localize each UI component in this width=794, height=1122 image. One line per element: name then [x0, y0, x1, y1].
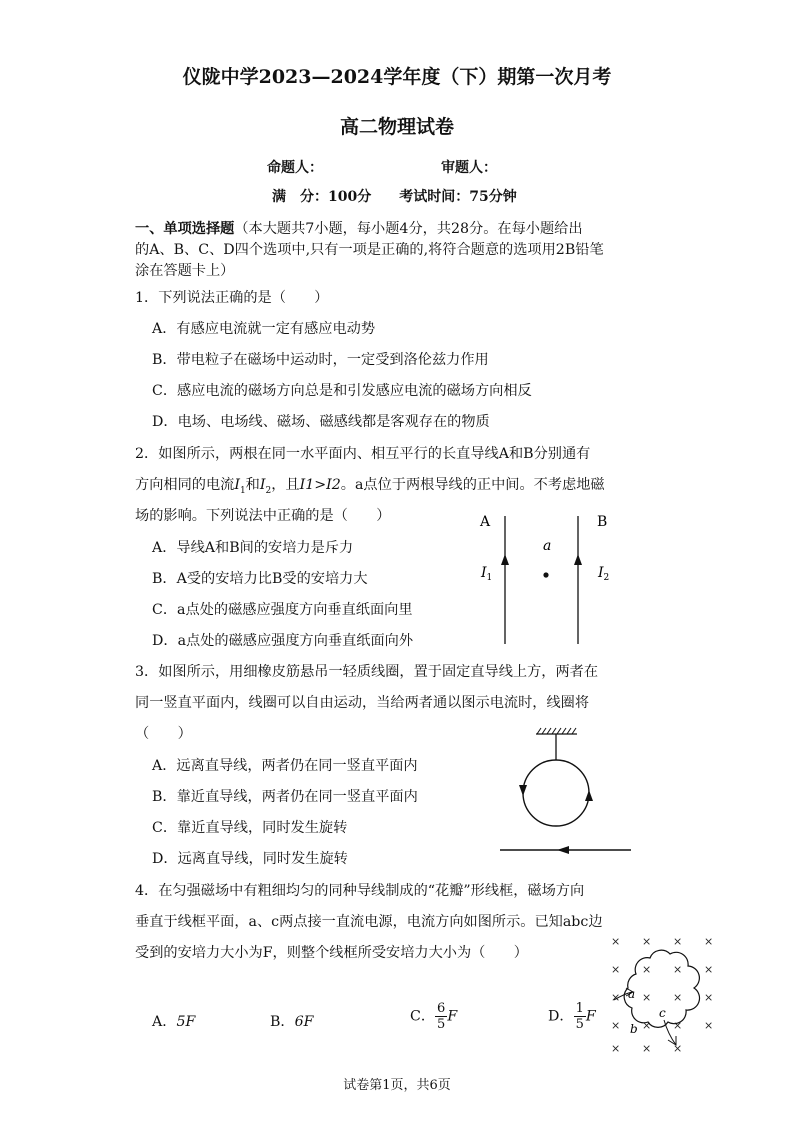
q2-wire-figure	[470, 508, 630, 648]
q4-option-b: B．6F	[270, 1014, 314, 1030]
q2-i1-sub: 1	[239, 485, 246, 496]
q2-stem-l3: 场的影响。下列说法中正确的是（ ）	[135, 508, 391, 524]
point-a-label: a	[543, 538, 552, 554]
wire-b-label: B	[597, 514, 608, 530]
q2-option-d: D．a点处的磁感应强度方向垂直纸面向外	[152, 633, 414, 649]
q2-option-b: B．A受的安培力比B受的安培力大	[152, 571, 368, 587]
svg-text:×: ×	[673, 1042, 683, 1055]
q2-stem-l1: 2．如图所示，两根在同一水平面内、相互平行的长直导线A和B分别通有	[135, 446, 591, 462]
q3-stem-l2: 同一竖直平面内，线圈可以自由运动，当给两者通以图示电流时，线圈将	[135, 695, 590, 711]
wire-a-label: A	[480, 514, 491, 530]
svg-text:×: ×	[673, 935, 683, 948]
page-footer: 试卷第1页，共6页	[343, 1078, 451, 1093]
magnetic-field-crosses	[611, 935, 713, 1055]
q2-compare: I1>I2	[299, 477, 341, 493]
q1-option-c: C．感应电流的磁场方向总是和引发感应电流的磁场方向相反	[152, 383, 532, 399]
reviewer-label: 审题人：	[441, 160, 497, 176]
svg-text:×: ×	[642, 935, 652, 948]
author-label: 命题人：	[267, 160, 323, 176]
section-title: 一、单项选择题	[135, 221, 235, 237]
q2-stem-l2	[135, 474, 605, 496]
svg-text:×: ×	[611, 991, 621, 1004]
svg-text:×: ×	[611, 1019, 621, 1032]
label-b: b	[630, 1022, 638, 1036]
q3-option-c: C．靠近直导线，同时发生旋转	[152, 820, 348, 836]
q1-stem: 1．下列说法正确的是（ ）	[135, 290, 329, 306]
q2-i1: I	[234, 477, 240, 493]
point-a-dot	[543, 572, 548, 577]
section-instructions-l3: 涂在答题卡上）	[135, 263, 235, 279]
q2-option-a: A．导线A和B间的安培力是斥力	[152, 540, 354, 556]
wire-a-current-arrow	[501, 554, 509, 565]
q4-option-c: C． $\frac{6}{5}$ F	[410, 1001, 458, 1032]
q1-option-a: A．有感应电流就一定有感应电动势	[152, 321, 376, 337]
exam-subtitle: 高二物理试卷	[339, 116, 454, 138]
coil-current-arrow-right	[585, 790, 593, 801]
svg-text:×: ×	[704, 935, 714, 948]
q4-stem-l1: 4．在匀强磁场中有粗细均匀的同种导线制成的“花瓣”形线框，磁场方向	[135, 883, 585, 899]
q1-option-b: B．带电粒子在磁场中运动时，一定受到洛伦兹力作用	[152, 352, 489, 368]
ceiling-hatch	[537, 728, 576, 734]
svg-text:×: ×	[704, 991, 714, 1004]
q3-option-b: B．靠近直导线，两者仍在同一竖直平面内	[152, 789, 418, 805]
svg-text:×: ×	[642, 1042, 652, 1055]
score-time: 满 分：100分 考试时间：75分钟	[272, 189, 517, 205]
q2-option-c: C．a点处的磁感应强度方向垂直纸面向里	[152, 602, 413, 618]
q4-option-a: A．5F	[152, 1014, 196, 1030]
coil-current-arrow-left	[519, 785, 527, 796]
q2-i2: I	[259, 477, 266, 493]
exam-title: 仪陇中学2023—2024学年度（下）期第一次月考	[182, 66, 612, 88]
svg-text:×: ×	[642, 991, 652, 1004]
q4-stem-l3: 受到的安培力大小为F，则整个线框所受安培力大小为（ ）	[135, 945, 528, 961]
q1-option-d: D．电场、电场线、磁场、磁感线都是客观存在的物质	[152, 414, 490, 430]
q3-option-a: A．远离直导线，两者仍在同一竖直平面内	[152, 758, 418, 774]
q3-option-d: D．远离直导线，同时发生旋转	[152, 851, 348, 867]
svg-text:×: ×	[642, 1019, 652, 1032]
q3-coil-figure	[495, 726, 640, 856]
section-instructions-l2: 的A、B、C、D四个选项中,只有一项是正确的,将符合题意的选项用2B铅笔	[135, 242, 604, 258]
fraction-6-5: $\frac{6}{5}$	[437, 1001, 446, 1032]
q2-and: 和	[245, 477, 260, 493]
section-instructions	[135, 218, 583, 238]
q4-petal-figure	[606, 930, 722, 1055]
svg-text:×: ×	[704, 963, 714, 976]
svg-text:×: ×	[611, 1042, 621, 1055]
q2-stem-l2b: 。a点位于两根导线的正中间。不考虑地磁	[340, 477, 605, 493]
svg-text:×: ×	[611, 963, 621, 976]
svg-text:×: ×	[642, 963, 652, 976]
svg-text:×: ×	[673, 1019, 683, 1032]
wire-current-arrow	[557, 846, 569, 854]
label-c: c	[659, 1006, 666, 1020]
svg-text:×: ×	[673, 991, 683, 1004]
q2-stem-l2a: 方向相同的电流	[135, 477, 235, 493]
q3-stem-l1: 3．如图所示，用细橡皮筋悬吊一轻质线圈，置于固定直导线上方，两者在	[135, 664, 599, 680]
q4-option-d: D． $\frac{1}{5}$ F	[548, 1001, 596, 1032]
q3-stem-l3: （ ）	[135, 726, 192, 742]
current-i1-label: $I_1$	[481, 565, 493, 583]
fraction-1-5: $\frac{1}{5}$	[575, 1001, 584, 1032]
q2-comma: ，且	[271, 477, 300, 493]
svg-text:×: ×	[611, 935, 621, 948]
coil	[523, 760, 589, 826]
svg-text:×: ×	[673, 963, 683, 976]
current-i2-label: $I_2$	[598, 565, 610, 583]
section-instructions-l1: （本大题共7小题，每小题4分，共28分。在每小题给出	[234, 221, 583, 237]
wire-b-current-arrow	[574, 554, 582, 565]
svg-text:×: ×	[704, 1019, 714, 1032]
label-a: a	[628, 987, 636, 1001]
q4-stem-l2: 垂直于线框平面，a、c两点接一直流电源，电流方向如图所示。已知abc边	[135, 914, 603, 930]
q2-i2-sub: 2	[265, 485, 272, 496]
